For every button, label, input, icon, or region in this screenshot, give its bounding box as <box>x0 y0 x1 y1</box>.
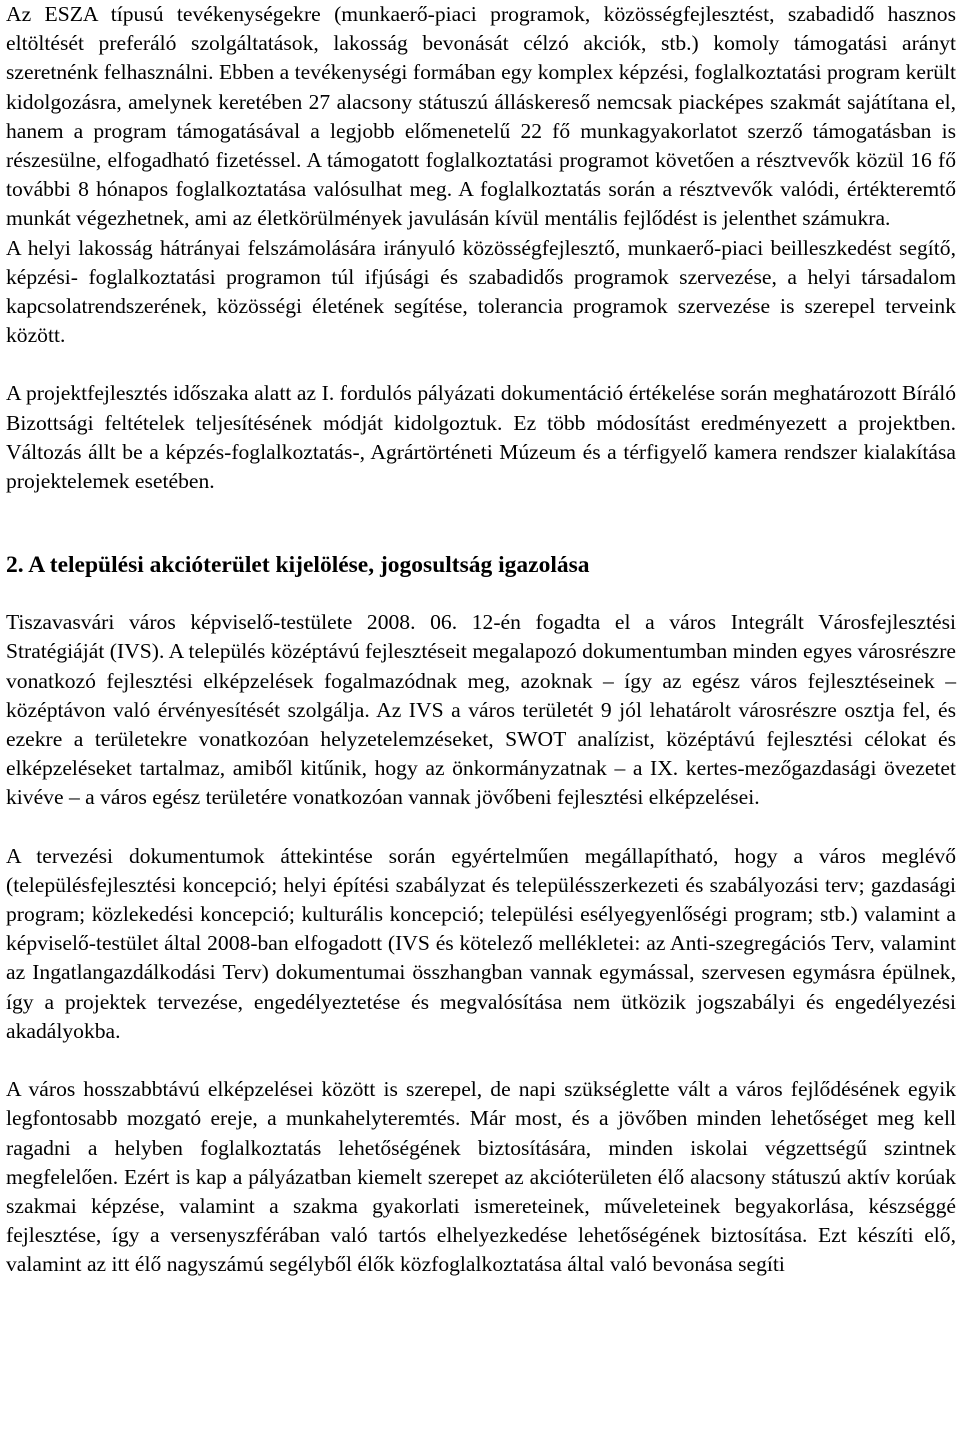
paragraph-planning-documents: A tervezési dokumentumok áttekintése során egyértelműen megállapítható, hogy a város meglévő (településfejlesztési koncepció; helyi építési szabályzat és településszerkezeti és szabályozási terv; gazdasági program; közlekedési koncepció; kulturális koncepció; települési esélyegyenlőségi program; stb.) valamint a képviselő-testület által 2008-ban elfogadott (IVS és kötelező mellékletei: az Anti-szegregációs Terv, valamint az Ingatlangazdálkodási Terv) dokumentumai összhangban vannak egymással, szervesen egymásra épülnek, így a projektek tervezése, engedélyeztetése és megvalósítása nem ütközik jogszabályi és engedélyezési akadályokba. <box>6 843 956 1043</box>
paragraph-esza-activities: Az ESZA típusú tevékenységekre (munkaerő-piaci programok, közösségfejlesztést, szabadidő hasznos eltöltését preferáló szolgáltatások, lakosság bevonását célzó akciók, stb.) komoly támogatási arányt szeretnénk felhasználni. Ebben a tevékenységi formában egy komplex képzési, foglalkoztatási program került kidolgozásra, amelynek keretében 27 alacsony státuszú álláskereső nemcsak piacképes szakmát sajátítana el, hanem a program támogatásával a legjobb előmenetelű 22 fő munkagyakorlatot szerző támogatásban is részesülne, elfogadható fizetéssel. A támogatott foglalkoztatási programot követően a résztvevők közül 16 fő további 8 hónapos foglalkoztatása valósulhat meg. A foglalkoztatás során a résztvevők valódi, értékteremtő munkát végezhetnek, ami az életkörülmények javulásán kívül mentális fejlődést is jelenthet számukra. <box>6 2 956 231</box>
heading-spacer <box>6 580 956 608</box>
paragraph-spacer <box>6 813 956 842</box>
paragraph-community-development: A helyi lakosság hátrányai felszámolására irányuló közösségfejlesztő, munkaerő-piaci beilleszkedést segítő, képzési- foglalkoztatási programon túl ifjúsági és szabadidős programok szervezése, a helyi társadalom kapcsolatrendszerének, közösségi életének segítése, tolerancia programok szervezése is szerepel terveink között. <box>6 235 956 348</box>
paragraph-project-development: A projektfejlesztés időszaka alatt az I. fordulós pályázati dokumentáció értékelése során meghatározott Bíráló Bizottsági feltételek teljesítésének módját kidolgoztuk. Ez több módosítást eredményezett a projektben. Változás állt be a képzés-foglalkoztatás-, Agrártörténeti Múzeum és a térfigyelő kamera rendszer kialakítása projektelemek esetében. <box>6 381 956 494</box>
paragraph-job-creation: A város hosszabbtávú elképzelései között is szerepel, de napi szükséglette vált a város fejlődésének egyik legfontosabb mozgató ereje, a munkahelyteremtés. Már most, és a jövőben minden lehetőséget meg kell ragadni a helyben foglalkoztatás lehetőségének biztosítására, minden iskolai végzettségű szintnek megfelelően. Ezért is kap a pályázatban kiemelt szerepet az akcióterületen élő alacsony státuszú aktív korúak szakmai képzése, valamint a szakma gyakorlati ismereteinek, műveleteinek begyakorlása, készséggé fejlesztése, így a versenyszférában való tartós elhelyezkedése lehetőségének biztosítása. Ezt készíti elő, valamint az itt élő nagyszámú segélyből élők közfoglalkoztatása által való bevonása segíti <box>6 1077 956 1277</box>
section-spacer <box>6 496 956 550</box>
section-heading: 2. A települési akcióterület kijelölése, jogosultság igazolása <box>6 552 590 579</box>
paragraph-spacer <box>6 1046 956 1075</box>
document-page <box>6 0 956 1280</box>
paragraph-spacer <box>6 350 956 379</box>
paragraph-ivs-strategy: Tiszavasvári város képviselő-testülete 2008. 06. 12-én fogadta el a város Integrált Városfejlesztési Stratégiáját (IVS). A település középtávú fejlesztéseit megalapozó dokumentumban minden egyes városrészre vonatkozó fejlesztési elképzelések fogalmazódnak meg, azoknak – így az egész város fejlesztéseinek – középtávon való érvényesítését szolgálja. Az IVS a város területét 9 jól lehatárolt városrészre osztja fel, és ezekre a területekre vonatkozóan helyzetelemzéseket, SWOT analízist, középtávú fejlesztési célokat és elképzeléseket tartalmaz, amiből kitűnik, hogy az önkormányzatnak – a IX. kertes-mezőgazdasági övezetet kivéve – a város egész területére vonatkozóan vannak jövőbeni fejlesztési elképzelései. <box>6 610 956 810</box>
